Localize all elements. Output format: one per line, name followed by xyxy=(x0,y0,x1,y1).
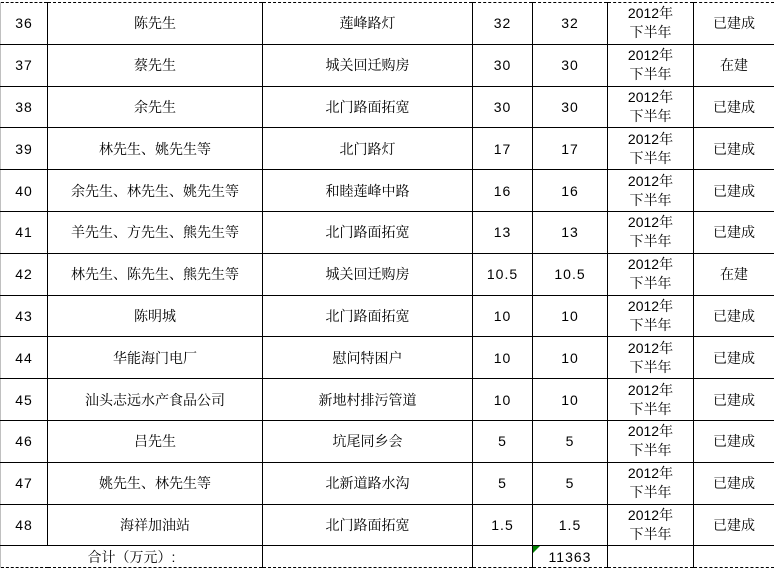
total-amount1-cell-empty[interactable] xyxy=(473,546,533,568)
cell-date[interactable] xyxy=(608,337,694,379)
cell-date[interactable] xyxy=(608,420,694,462)
cell-row-number[interactable]: 39 xyxy=(1,128,48,170)
cell-amount-1[interactable]: 10 xyxy=(473,379,533,421)
cell-amount-2[interactable]: 10 xyxy=(533,337,608,379)
cell-status[interactable]: 已建成 xyxy=(694,86,774,128)
cell-donor[interactable]: 陈明城 xyxy=(48,295,263,337)
cell-amount-2[interactable]: 10 xyxy=(533,379,608,421)
cell-amount-1[interactable]: 10.5 xyxy=(473,253,533,295)
cell-donor[interactable]: 吕先生 xyxy=(48,420,263,462)
cell-project[interactable]: 慰问特困户 xyxy=(263,337,473,379)
cell-amount-1[interactable]: 30 xyxy=(473,44,533,86)
cell-donor[interactable]: 蔡先生 xyxy=(48,44,263,86)
date-line-1: 2012年 xyxy=(608,130,693,149)
cell-project[interactable]: 城关回迁购房 xyxy=(263,253,473,295)
cell-row-number[interactable]: 46 xyxy=(1,420,48,462)
cell-project[interactable]: 和睦莲峰中路 xyxy=(263,170,473,212)
table-row xyxy=(1,462,774,504)
cell-row-number[interactable]: 40 xyxy=(1,170,48,212)
cell-status[interactable]: 已建成 xyxy=(694,128,774,170)
cell-date[interactable] xyxy=(608,462,694,504)
cell-donor[interactable]: 林先生、陈先生、熊先生等 xyxy=(48,253,263,295)
total-date-cell-empty[interactable] xyxy=(608,546,694,568)
cell-status[interactable]: 已建成 xyxy=(694,295,774,337)
cell-amount-2[interactable]: 17 xyxy=(533,128,608,170)
cell-status[interactable]: 已建成 xyxy=(694,379,774,421)
cell-amount-1[interactable]: 16 xyxy=(473,170,533,212)
cell-donor[interactable]: 汕头志远水产食品公司 xyxy=(48,379,263,421)
date-line-1: 2012年 xyxy=(608,88,693,107)
cell-row-number[interactable]: 37 xyxy=(1,44,48,86)
cell-amount-2[interactable]: 13 xyxy=(533,211,608,253)
cell-date[interactable] xyxy=(608,295,694,337)
cell-status[interactable]: 已建成 xyxy=(694,211,774,253)
cell-amount-1[interactable]: 17 xyxy=(473,128,533,170)
cell-amount-2[interactable]: 30 xyxy=(533,86,608,128)
cell-row-number[interactable]: 45 xyxy=(1,379,48,421)
cell-status[interactable]: 已建成 xyxy=(694,3,774,45)
date-line-1: 2012年 xyxy=(608,339,693,358)
cell-status[interactable]: 已建成 xyxy=(694,504,774,546)
cell-donor[interactable]: 羊先生、方先生、熊先生等 xyxy=(48,211,263,253)
table-row xyxy=(1,3,774,45)
cell-amount-2[interactable]: 5 xyxy=(533,420,608,462)
total-value: 11363 xyxy=(549,549,592,565)
date-line-1: 2012年 xyxy=(608,506,693,525)
cell-amount-1[interactable]: 13 xyxy=(473,211,533,253)
cell-row-number[interactable]: 47 xyxy=(1,462,48,504)
date-line-1: 2012年 xyxy=(608,422,693,441)
date-line-2: 下半年 xyxy=(608,400,693,419)
total-status-cell-empty[interactable] xyxy=(694,546,774,568)
date-line-2: 下半年 xyxy=(608,23,693,42)
cell-row-number[interactable]: 41 xyxy=(1,211,48,253)
cell-date[interactable] xyxy=(608,504,694,546)
cell-row-number[interactable]: 48 xyxy=(1,504,48,546)
cell-donor[interactable]: 陈先生 xyxy=(48,3,263,45)
cell-row-number[interactable]: 36 xyxy=(1,3,48,45)
total-value-cell[interactable] xyxy=(533,546,608,568)
cell-row-number[interactable]: 38 xyxy=(1,86,48,128)
cell-date[interactable] xyxy=(608,128,694,170)
cell-date[interactable] xyxy=(608,3,694,45)
donations-table xyxy=(0,2,774,568)
table-row xyxy=(1,379,774,421)
cell-amount-1[interactable]: 30 xyxy=(473,86,533,128)
total-row xyxy=(1,546,774,568)
cell-status[interactable]: 已建成 xyxy=(694,170,774,212)
cell-amount-2[interactable]: 10.5 xyxy=(533,253,608,295)
cell-project[interactable]: 北新道路水沟 xyxy=(263,462,473,504)
cell-status[interactable]: 已建成 xyxy=(694,420,774,462)
cell-project[interactable]: 北门路面拓宽 xyxy=(263,86,473,128)
total-project-cell-empty[interactable] xyxy=(263,546,473,568)
cell-project[interactable]: 坑尾同乡会 xyxy=(263,420,473,462)
table-row xyxy=(1,504,774,546)
cell-date[interactable] xyxy=(608,211,694,253)
date-line-2: 下半年 xyxy=(608,441,693,460)
cell-donor[interactable]: 林先生、姚先生等 xyxy=(48,128,263,170)
date-line-1: 2012年 xyxy=(608,213,693,232)
table-row xyxy=(1,170,774,212)
cell-amount-1[interactable]: 5 xyxy=(473,420,533,462)
cell-amount-2[interactable]: 32 xyxy=(533,3,608,45)
cell-donor[interactable]: 海祥加油站 xyxy=(48,504,263,546)
cell-row-number[interactable]: 43 xyxy=(1,295,48,337)
cell-donor[interactable]: 余先生、林先生、姚先生等 xyxy=(48,170,263,212)
cell-date[interactable] xyxy=(608,170,694,212)
cell-amount-2[interactable]: 1.5 xyxy=(533,504,608,546)
cell-amount-1[interactable]: 1.5 xyxy=(473,504,533,546)
table-row xyxy=(1,211,774,253)
cell-date[interactable] xyxy=(608,379,694,421)
cell-donor[interactable]: 姚先生、林先生等 xyxy=(48,462,263,504)
total-label-cell[interactable]: 合计（万元）: xyxy=(1,546,263,568)
cell-date[interactable] xyxy=(608,253,694,295)
cell-amount-1[interactable]: 10 xyxy=(473,295,533,337)
cell-amount-1[interactable]: 10 xyxy=(473,337,533,379)
table-row xyxy=(1,44,774,86)
table-row xyxy=(1,295,774,337)
table-row xyxy=(1,128,774,170)
cell-status[interactable]: 已建成 xyxy=(694,462,774,504)
cell-project[interactable]: 北门路面拓宽 xyxy=(263,295,473,337)
cell-date[interactable] xyxy=(608,86,694,128)
table-row xyxy=(1,420,774,462)
date-line-2: 下半年 xyxy=(608,191,693,210)
cell-donor[interactable]: 余先生 xyxy=(48,86,263,128)
date-line-1: 2012年 xyxy=(608,4,693,23)
date-line-2: 下半年 xyxy=(608,149,693,168)
date-line-2: 下半年 xyxy=(608,107,693,126)
table-row xyxy=(1,337,774,379)
date-line-1: 2012年 xyxy=(608,172,693,191)
cell-project[interactable]: 北门路面拓宽 xyxy=(263,504,473,546)
cell-amount-2[interactable]: 10 xyxy=(533,295,608,337)
date-line-2: 下半年 xyxy=(608,483,693,502)
cell-donor[interactable]: 华能海门电厂 xyxy=(48,337,263,379)
cell-date[interactable] xyxy=(608,44,694,86)
date-line-2: 下半年 xyxy=(608,65,693,84)
date-line-1: 2012年 xyxy=(608,46,693,65)
date-line-1: 2012年 xyxy=(608,297,693,316)
table-row xyxy=(1,86,774,128)
cell-status[interactable]: 在建 xyxy=(694,44,774,86)
date-line-2: 下半年 xyxy=(608,525,693,544)
green-triangle-icon xyxy=(533,546,540,553)
cell-project[interactable]: 北门路灯 xyxy=(263,128,473,170)
cell-status[interactable]: 已建成 xyxy=(694,337,774,379)
cell-amount-1[interactable]: 5 xyxy=(473,462,533,504)
date-line-1: 2012年 xyxy=(608,464,693,483)
cell-row-number[interactable]: 44 xyxy=(1,337,48,379)
cell-project[interactable]: 莲峰路灯 xyxy=(263,3,473,45)
date-line-2: 下半年 xyxy=(608,358,693,377)
cell-amount-2[interactable]: 30 xyxy=(533,44,608,86)
cell-status[interactable]: 在建 xyxy=(694,253,774,295)
date-line-2: 下半年 xyxy=(608,232,693,251)
cell-project[interactable]: 城关回迁购房 xyxy=(263,44,473,86)
cell-project[interactable]: 新地村排污管道 xyxy=(263,379,473,421)
date-line-1: 2012年 xyxy=(608,381,693,400)
date-line-2: 下半年 xyxy=(608,316,693,335)
cell-amount-2[interactable]: 16 xyxy=(533,170,608,212)
table-row xyxy=(1,253,774,295)
cell-amount-1[interactable]: 32 xyxy=(473,3,533,45)
cell-row-number[interactable]: 42 xyxy=(1,253,48,295)
cell-amount-2[interactable]: 5 xyxy=(533,462,608,504)
cell-project[interactable]: 北门路面拓宽 xyxy=(263,211,473,253)
date-line-1: 2012年 xyxy=(608,255,693,274)
date-line-2: 下半年 xyxy=(608,274,693,293)
